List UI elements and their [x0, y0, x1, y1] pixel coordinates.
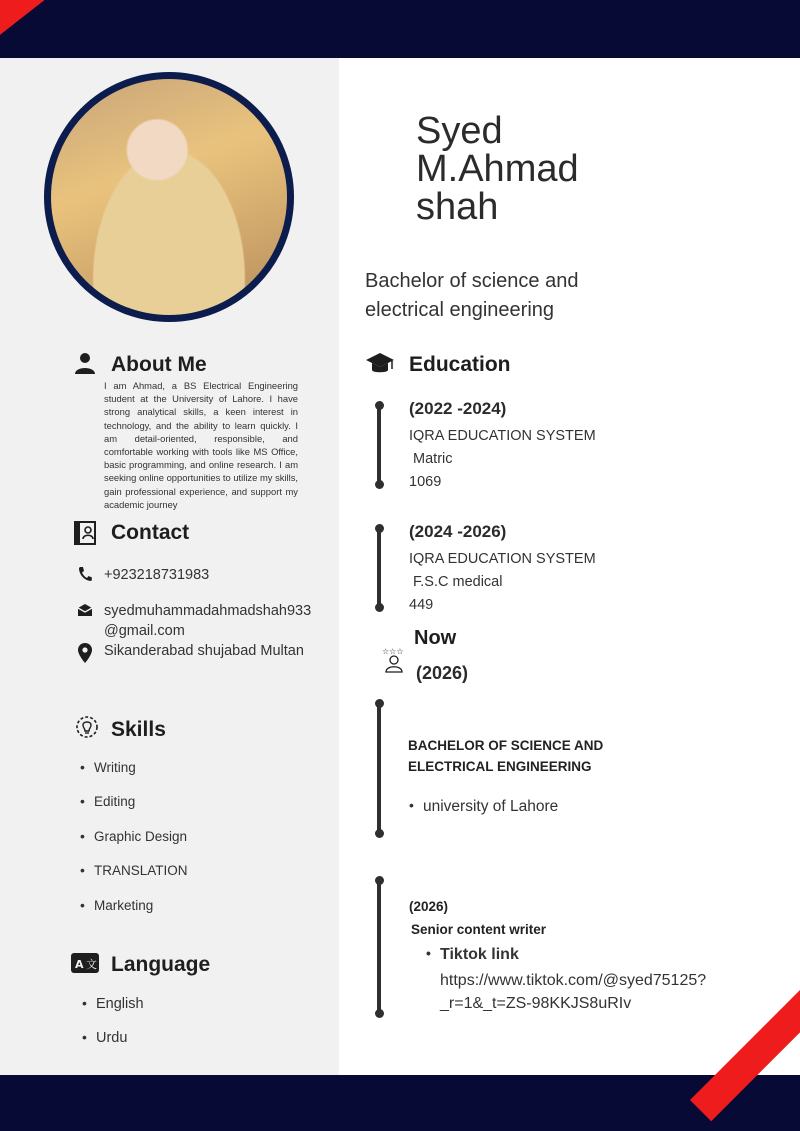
education-school: IQRA EDUCATION SYSTEM [409, 428, 596, 444]
education-years: (2022 -2024) [409, 399, 507, 418]
svg-text:A: A [75, 958, 84, 971]
work-year: (2026) [409, 899, 449, 914]
degree-line: BACHELOR OF SCIENCE AND [408, 738, 604, 753]
skills-title: Skills [111, 718, 166, 741]
bottom-banner [0, 1075, 800, 1131]
language-item: • Urdu [96, 1030, 127, 1046]
university-item: • university of Lahore [423, 798, 558, 816]
contact-book-icon [74, 521, 96, 545]
timeline-dot [375, 524, 384, 533]
now-year: (2026) [416, 663, 469, 683]
email-address-line1: syedmuhammadahmadshah933 [104, 603, 312, 619]
email-address-line2: @gmail.com [104, 623, 185, 639]
timeline-dot [375, 1009, 384, 1018]
timeline-line [377, 405, 381, 485]
tiktok-url-line2[interactable]: _r=1&_t=ZS-98KKJS8uRIv [440, 995, 632, 1012]
phone-number: +923218731983 [104, 567, 210, 583]
degree-subtitle: Bachelor of science and electrical engineering [365, 270, 579, 321]
skill-item: • TRANSLATION [94, 863, 188, 878]
timeline-dot [375, 401, 384, 410]
about-text: I am Ahmad, a BS Electrical Engineering student at the University of Lahore. I have strong analytical skills, a keen interest in technology, and the ability to learn quickly. I am detail-oriented, responsible, and comfortable working with tools like MS Office, basic programming, and online research. I am seeking online opportunities to utilize my skills, gain professional experience, and support my academic journey [104, 380, 298, 510]
education-school: IQRA EDUCATION SYSTEM [409, 551, 596, 567]
name-line: M.Ahmad [416, 148, 579, 190]
now-title: Now [414, 627, 457, 649]
language-item: • English [96, 996, 144, 1012]
address: Sikanderabad shujabad Multan [104, 643, 304, 659]
translate-icon [71, 953, 99, 975]
achievement-person-icon [381, 645, 407, 673]
tiktok-link-label: • Tiktok link [440, 946, 519, 964]
language-title: Language [111, 953, 211, 976]
current-degree [408, 735, 603, 777]
timeline-dot [375, 603, 384, 612]
skill-item: • Writing [94, 760, 136, 775]
svg-text:☆☆☆: ☆☆☆ [382, 647, 404, 656]
contact-title: Contact [111, 521, 190, 544]
skill-item: • Editing [94, 794, 135, 809]
education-marks: 449 [409, 597, 434, 613]
name-line: shah [416, 186, 499, 228]
education-title: Education [409, 353, 511, 376]
about-title: About Me [111, 353, 207, 376]
name-line: Syed [416, 110, 503, 152]
degree-line: ELECTRICAL ENGINEERING [408, 759, 592, 774]
timeline-dot [375, 480, 384, 489]
timeline-line [377, 528, 381, 608]
timeline-dot [375, 699, 384, 708]
person-icon [74, 352, 96, 374]
skill-item: • Graphic Design [94, 829, 187, 844]
svg-text:文: 文 [86, 958, 97, 971]
timeline-line [377, 881, 381, 1013]
profile-photo [44, 72, 294, 322]
lightbulb-gear-icon [73, 713, 101, 741]
education-years: (2024 -2026) [409, 522, 507, 541]
education-level: Matric [409, 451, 453, 467]
education-level: F.S.C medical [409, 574, 503, 590]
education-marks: 1069 [409, 474, 442, 490]
timeline-dot [375, 829, 384, 838]
work-role: Senior content writer [411, 922, 547, 937]
timeline-dot [375, 876, 384, 885]
tiktok-url-line1[interactable]: https://www.tiktok.com/@syed75125? [440, 972, 707, 989]
graduation-cap-icon [365, 352, 395, 376]
location-pin-icon [78, 643, 92, 663]
phone-icon [78, 566, 92, 582]
top-banner [0, 0, 800, 58]
skill-item: • Marketing [94, 898, 153, 913]
timeline-line [377, 704, 381, 834]
email-icon [77, 603, 93, 617]
full-name [416, 112, 579, 226]
